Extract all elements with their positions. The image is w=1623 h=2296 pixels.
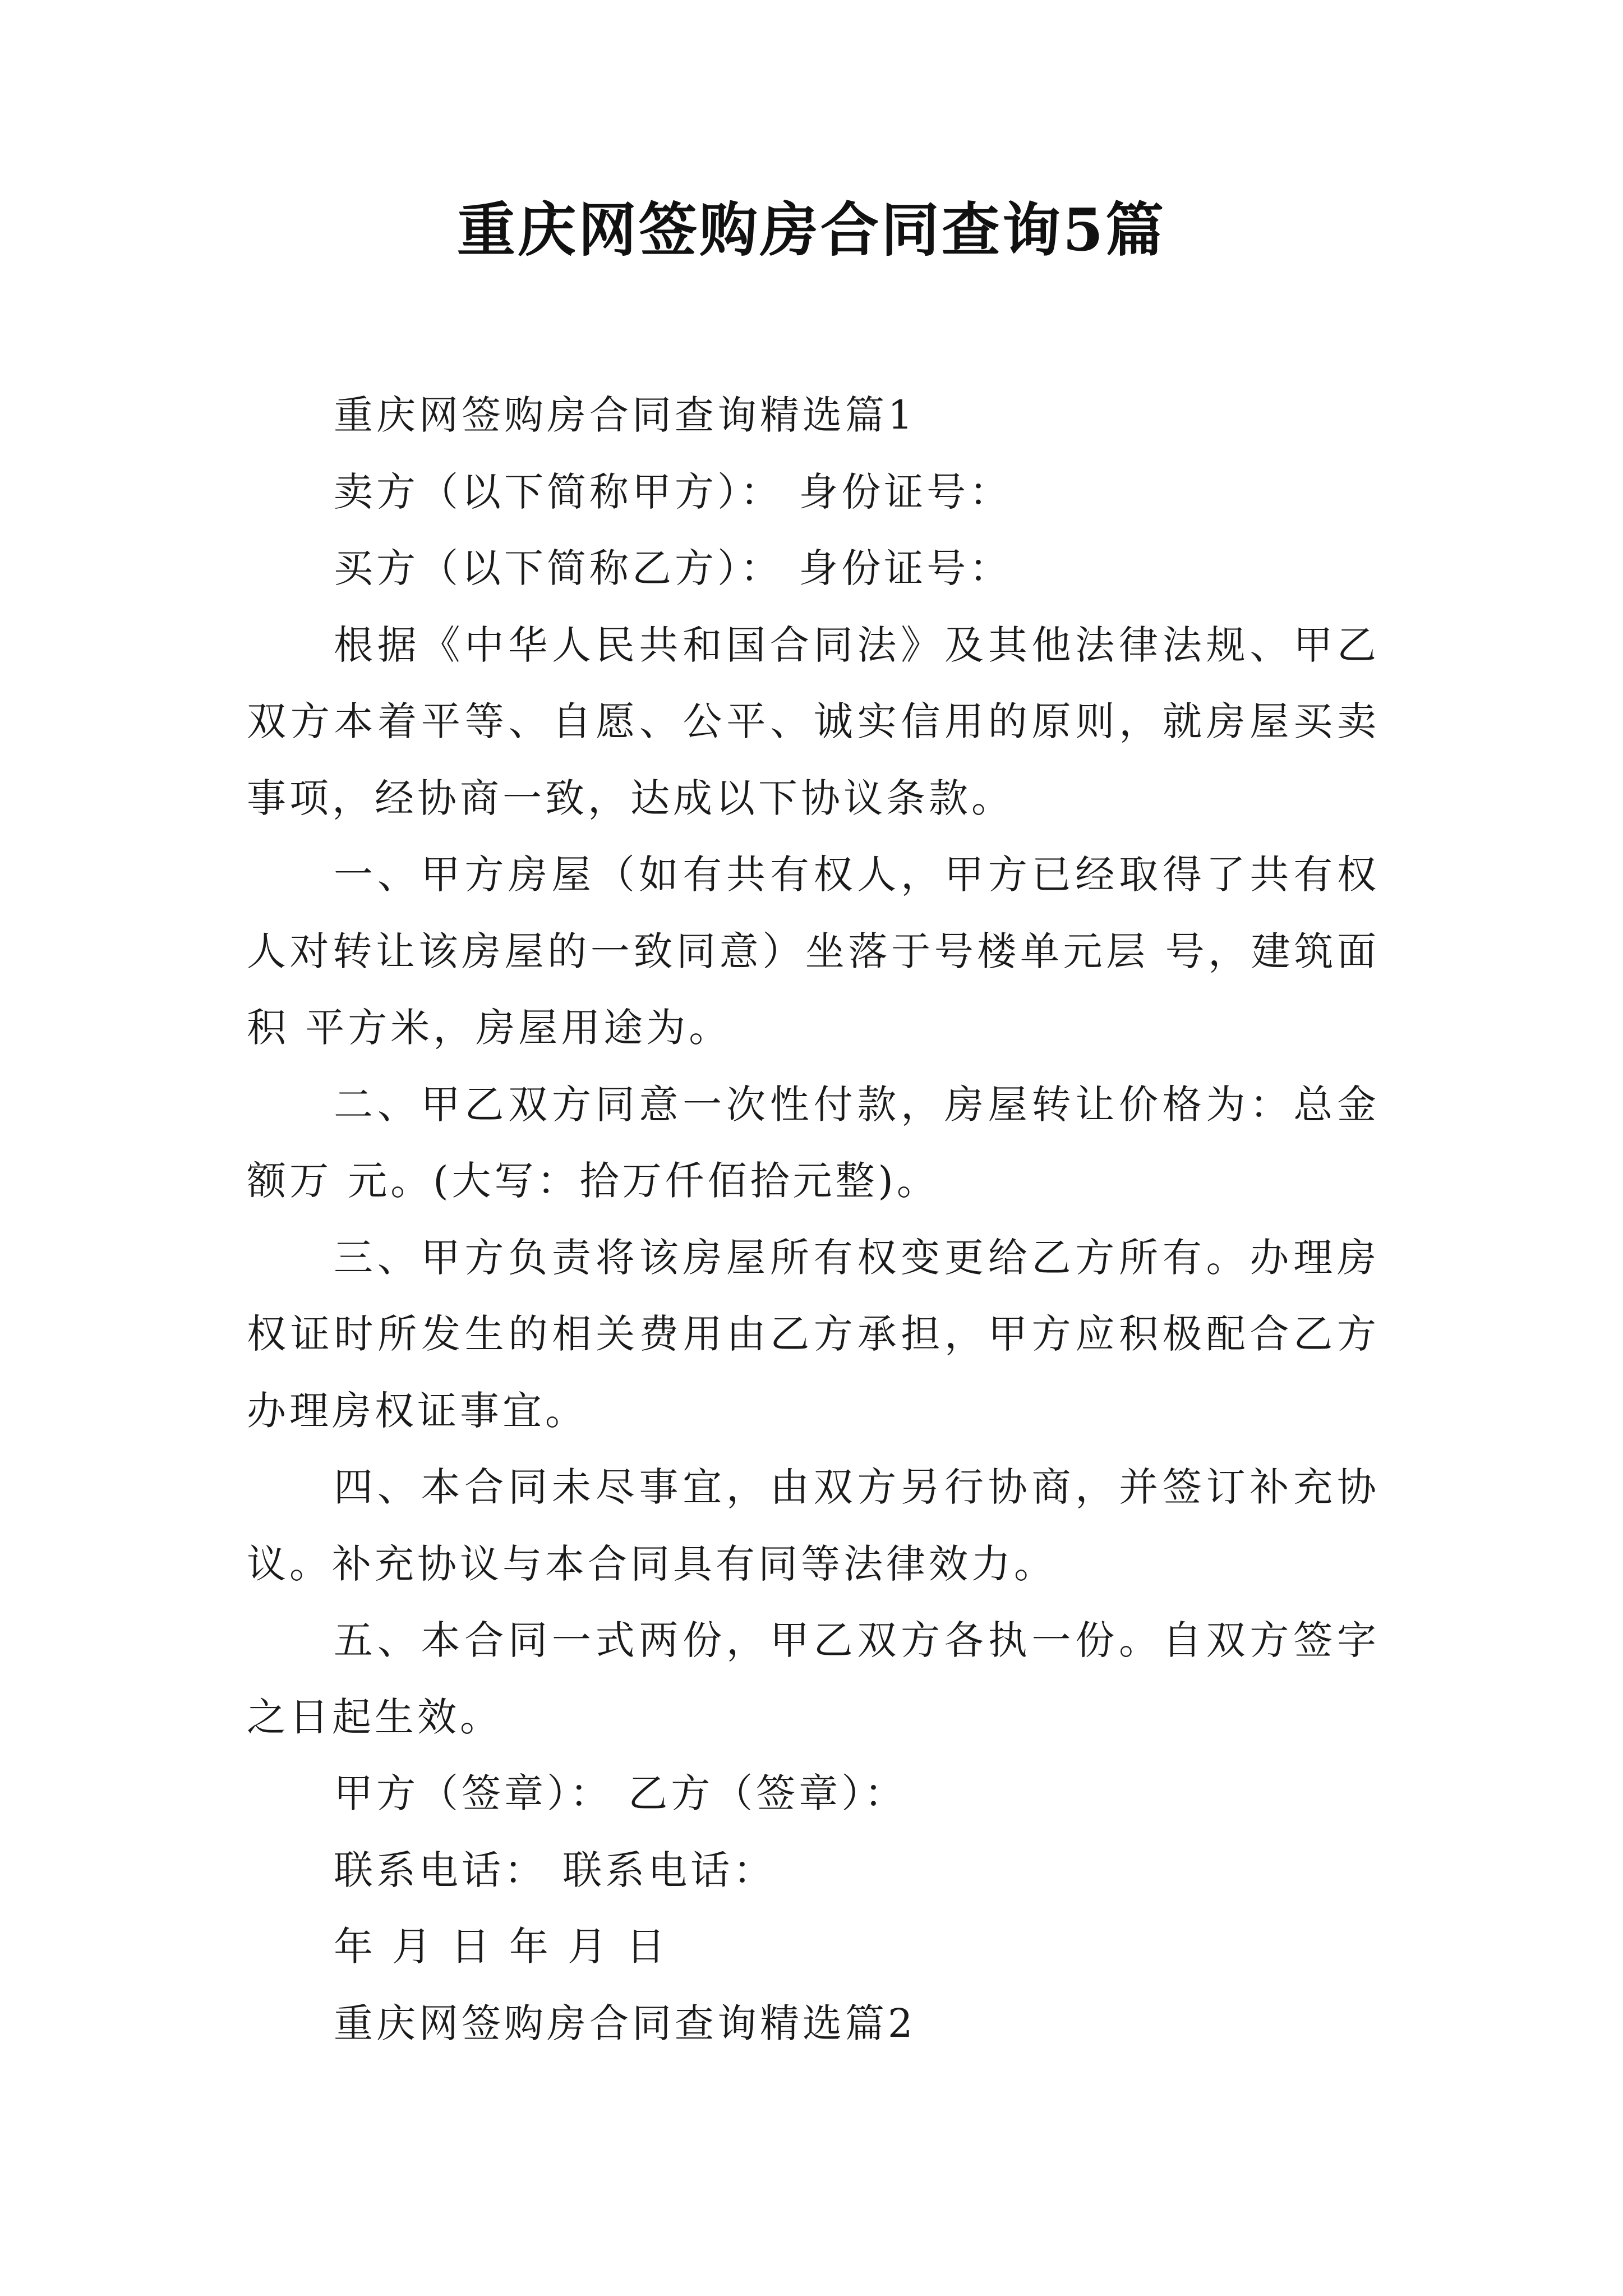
clause-5-paragraph: 五、本合同一式两份，甲乙双方各执一份。自双方签字之日起生效。 (247, 1617, 1380, 1740)
seller-line: 卖方（以下简称甲方）： 身份证号： (334, 468, 1012, 515)
date-line: 年 月 日 年 月 日 (334, 1924, 669, 1970)
document-title: 重庆网签购房合同查询5篇 (457, 195, 1166, 264)
buyer-line: 买方（以下简称乙方）： 身份证号： (334, 545, 1012, 591)
clause-2-paragraph: 二、甲乙双方同意一次性付款，房屋转让价格为：总金额万 元。(大写：拾万仟佰拾元整)。 (247, 1081, 1380, 1204)
clause-3-paragraph: 三、甲方负责将该房屋所有权变更给乙方所有。办理房权证时所发生的相关费用由乙方承担，甲方应积极配合乙方办理房权证事宜。 (247, 1234, 1380, 1434)
clause-1-paragraph: 一、甲方房屋（如有共有权人，甲方已经取得了共有权人对转让该房屋的一致同意）坐落于号楼单元层 号，建筑面积 平方米，房屋用途为。 (247, 852, 1380, 1051)
signature-line: 甲方（签章）： 乙方（签章）： (334, 1770, 907, 1816)
clause-4-paragraph: 四、本合同未尽事宜，由双方另行协商，并签订补充协议。补充协议与本合同具有同等法律效力。 (247, 1464, 1380, 1587)
contact-phone-line: 联系电话： 联系电话： (334, 1847, 776, 1893)
section-heading-1: 重庆网签购房合同查询精选篇1 (334, 392, 916, 438)
section-heading-2: 重庆网签购房合同查询精选篇2 (334, 2000, 916, 2046)
document-body (247, 377, 1380, 2062)
preamble-paragraph: 根据《中华人民共和国合同法》及其他法律法规、甲乙双方本着平等、自愿、公平、诚实信用的原则，就房屋买卖事项，经协商一致，达成以下协议条款。 (247, 622, 1380, 821)
